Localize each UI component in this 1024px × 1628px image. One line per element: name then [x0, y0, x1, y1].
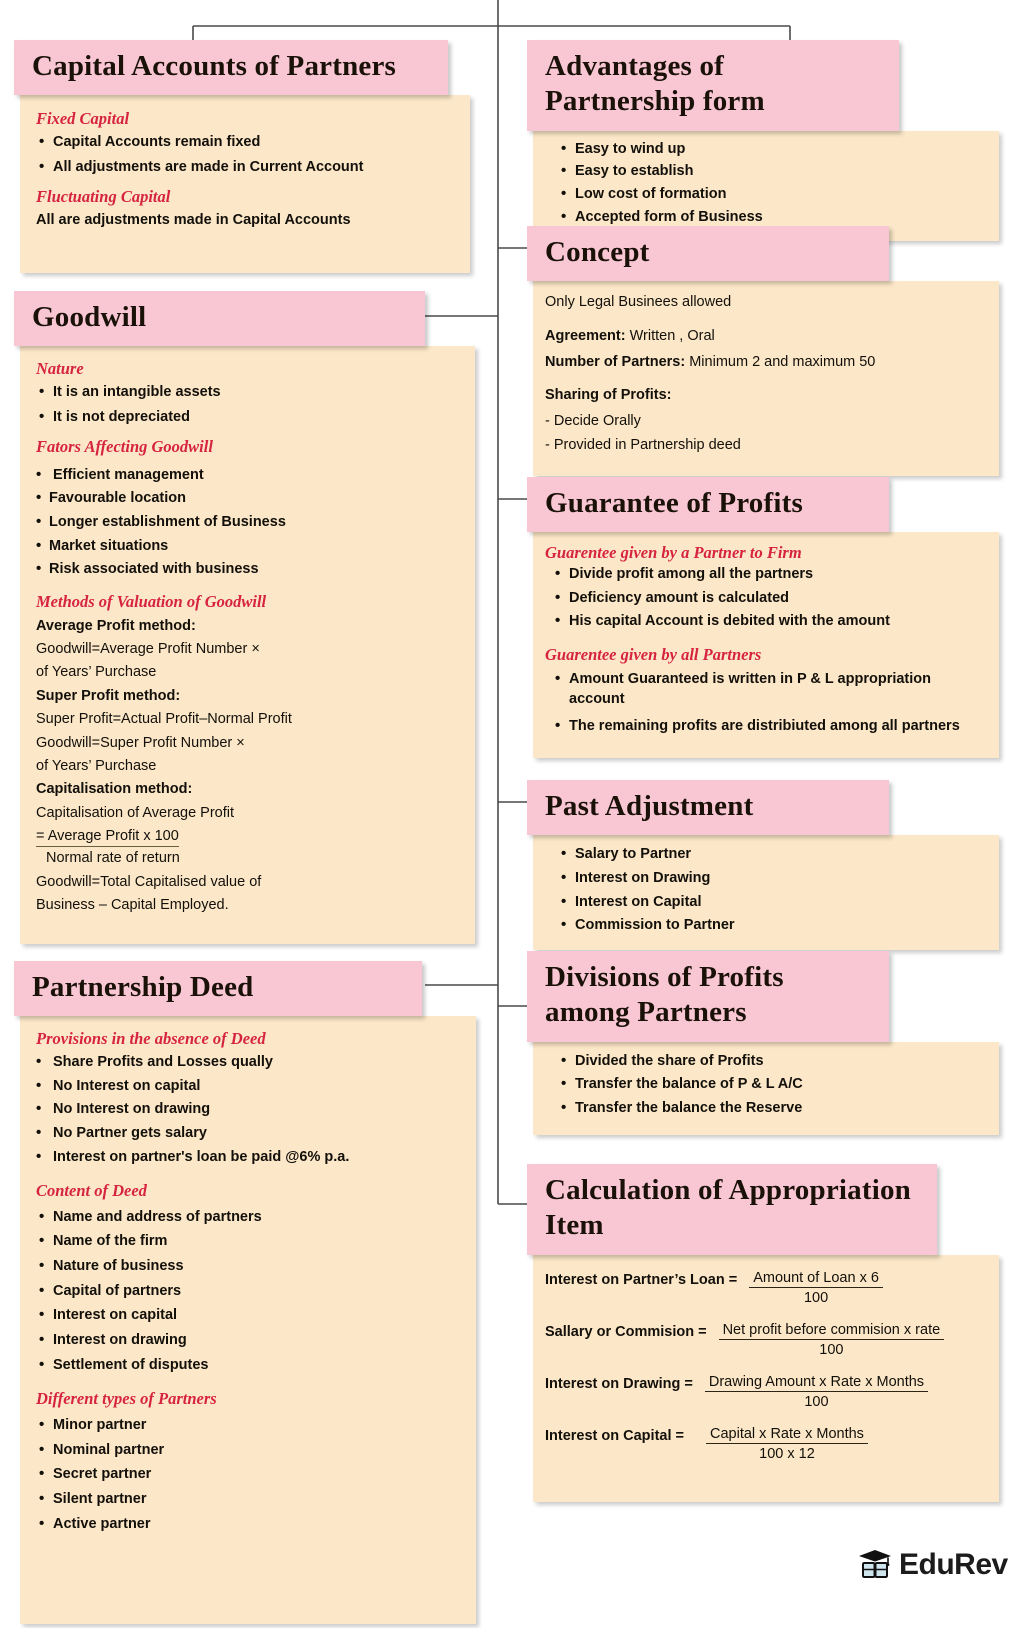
card-capital-accounts [14, 40, 470, 273]
list-item: • Nature of business [36, 1258, 460, 1275]
card-partnership-deed [14, 961, 424, 1624]
formula-numerator: Capital x Rate x Months [706, 1427, 868, 1445]
method-capitalisation-line3: Business – Capital Employed. [36, 897, 229, 914]
list-item: • Salary to Partner [558, 846, 983, 863]
list-item: • Interest on partner's loan be paid @6% p.a. [36, 1149, 460, 1166]
method-capitalisation-line2: Goodwill=Total Capitalised value of [36, 873, 262, 890]
card-concept [527, 226, 889, 476]
list-item: • Deficiency amount is calculated [545, 590, 983, 607]
subheading-fluctuating-capital: Fluctuating Capital [36, 187, 171, 207]
method-super-profit-line3: of Years’ Purchase [36, 757, 157, 774]
method-average-profit-heading: Average Profit method: [36, 617, 196, 634]
list-item: • Divided the share of Profits [558, 1053, 983, 1070]
list-goodwill-factors [36, 467, 459, 578]
card-guarantee-of-profits [527, 477, 960, 758]
list-item: • Longer establishment of Business [36, 514, 459, 531]
edurev-logo-text: EduRev [899, 1548, 1008, 1581]
card-capital-accounts-body [20, 95, 470, 273]
card-capital-accounts-header [14, 40, 448, 95]
list-item: • Secret partner [36, 1466, 460, 1483]
list-item: • Name of the firm [36, 1233, 460, 1250]
card-divisions-title: Divisions of Profits among Partners [545, 961, 784, 1029]
card-past-adjustment [527, 780, 889, 950]
card-divisions-header [527, 951, 889, 1042]
method-capitalisation-line1: Capitalisation of Average Profit [36, 804, 235, 821]
list-item: • Easy to establish [558, 163, 983, 180]
list-item: • Divide profit among all the partners [545, 566, 983, 583]
method-average-profit-line1: Goodwill=Average Profit Number × [36, 640, 260, 657]
concept-sharing-label: Sharing of Profits: [545, 386, 672, 403]
list-item: • It is not depreciated [36, 409, 459, 426]
method-super-profit-line2: Goodwill=Super Profit Number × [36, 734, 245, 751]
card-appropriation-title: Calculation of Appropriation Item [545, 1174, 912, 1242]
subheading-guarantee-by-partner-to-firm: Guarentee given by a Partner to Firm [545, 543, 802, 563]
list-item: • Market situations [36, 538, 459, 555]
list-item: • Commission to Partner [558, 917, 983, 934]
subheading-methods-of-valuation: Methods of Valuation of Goodwill [36, 592, 267, 612]
text-fluctuating-capital: All are adjustments made in Capital Accounts [36, 211, 351, 228]
card-concept-header [527, 226, 889, 281]
list-fixed-capital [36, 134, 454, 175]
formula-row [545, 1427, 983, 1462]
list-item: • The remaining profits are distribiuted among all partners [545, 717, 983, 737]
list-item: • Accepted form of Business [558, 209, 983, 226]
formula-numerator: Net profit before commision x rate [719, 1323, 945, 1341]
subheading-guarantee-by-all-partners: Guarentee given by all Partners [545, 644, 762, 664]
subheading-types-of-partners: Different types of Partners [36, 1389, 217, 1409]
list-types-of-partners [36, 1417, 460, 1532]
list-item: • Interest on Capital [558, 894, 983, 911]
list-divisions [558, 1053, 983, 1117]
card-guarantee-body [533, 532, 999, 758]
card-appropriation-body [533, 1255, 999, 1502]
subheading-fixed-capital: Fixed Capital [36, 109, 130, 129]
concept-partners-value: Minimum 2 and maximum 50 [685, 354, 876, 371]
formula-numerator: Amount of Loan x 6 [749, 1271, 883, 1289]
card-guarantee-title: Guarantee of Profits [545, 487, 803, 519]
list-item: • Easy to wind up [558, 141, 983, 158]
list-item: • Risk associated with business [36, 561, 459, 578]
concept-agreement-label: Agreement: [545, 327, 626, 344]
card-capital-accounts-title: Capital Accounts of Partners [32, 50, 397, 82]
card-guarantee-header [527, 477, 889, 532]
method-capitalisation-heading: Capitalisation method: [36, 781, 193, 798]
list-provisions [36, 1054, 460, 1165]
card-advantages-body [533, 131, 999, 242]
concept-sharing-item: - Provided in Partnership deed [545, 437, 741, 454]
formula-label: Sallary or Commision = [545, 1323, 707, 1340]
concept-agreement-value: Written , Oral [625, 327, 715, 344]
method-super-profit-line1: Super Profit=Actual Profit–Normal Profit [36, 711, 292, 728]
list-item: • Amount Guaranteed is written in P & L appropriation account [545, 670, 983, 709]
card-goodwill-body [20, 346, 475, 944]
list-item: • Settlement of disputes [36, 1357, 460, 1374]
concept-number-of-partners [545, 354, 983, 371]
list-item: • Capital Accounts remain fixed [36, 134, 454, 151]
list-item: • Efficient management [36, 467, 459, 484]
list-past-adjustment [558, 846, 983, 934]
list-item: • No Partner gets salary [36, 1125, 460, 1142]
list-item: • Transfer the balance of P & L A/C [558, 1076, 983, 1093]
list-item: • Interest on drawing [36, 1332, 460, 1349]
formula-row [545, 1375, 983, 1410]
list-item: • Interest on capital [36, 1307, 460, 1324]
formula-row [545, 1271, 983, 1306]
card-partnership-deed-header [14, 961, 422, 1016]
list-item: • It is an intangible assets [36, 384, 459, 401]
list-item: • Share Profits and Losses qually [36, 1054, 460, 1071]
subheading-provisions-absence-of-deed: Provisions in the absence of Deed [36, 1029, 266, 1049]
list-guarantee-all-partners [545, 670, 983, 736]
list-item: • Favourable location [36, 490, 459, 507]
graduation-cap-book-icon [858, 1548, 894, 1582]
method-average-profit-line2: of Years’ Purchase [36, 664, 157, 681]
formula-label: Interest on Partner’s Loan = [545, 1271, 738, 1288]
subheading-content-of-deed: Content of Deed [36, 1181, 147, 1201]
list-item: • All adjustments are made in Current Account [36, 159, 454, 176]
formula-row [545, 1323, 983, 1358]
card-divisions-of-profits [527, 951, 889, 1135]
list-guarantee-partner-to-firm [545, 566, 983, 630]
card-concept-body [533, 281, 999, 475]
method-super-profit-heading: Super Profit method: [36, 687, 181, 704]
card-advantages-title: Advantages of Partnership form [545, 50, 765, 118]
list-item: • Capital of partners [36, 1283, 460, 1300]
concept-line1: Only Legal Businees allowed [545, 294, 732, 311]
formula-denominator: 100 [819, 1342, 844, 1359]
card-past-adjustment-header [527, 780, 889, 835]
list-item: • Low cost of formation [558, 186, 983, 203]
card-divisions-body [533, 1042, 999, 1135]
edurev-logo [858, 1548, 1008, 1582]
list-item: • Active partner [36, 1516, 460, 1533]
subheading-nature: Nature [36, 359, 84, 379]
concept-sharing-item: - Decide Orally [545, 412, 641, 429]
list-content-of-deed [36, 1209, 460, 1374]
formula-denominator: 100 x 12 [759, 1446, 815, 1463]
card-appropriation [527, 1164, 941, 1502]
list-goodwill-nature [36, 384, 459, 425]
card-concept-title: Concept [545, 236, 650, 268]
card-past-adjustment-body [533, 835, 999, 950]
list-item: • Name and address of partners [36, 1209, 460, 1226]
card-partnership-deed-title: Partnership Deed [32, 971, 254, 1003]
card-goodwill-header [14, 291, 425, 346]
formula-numerator: Drawing Amount x Rate x Months [705, 1375, 928, 1393]
list-item: • Silent partner [36, 1491, 460, 1508]
formula-denominator: 100 [804, 1394, 829, 1411]
list-advantages [558, 141, 983, 226]
formula-label: Interest on Capital = [545, 1427, 684, 1444]
list-item: • No Interest on drawing [36, 1101, 460, 1118]
list-item: • Transfer the balance the Reserve [558, 1100, 983, 1117]
card-appropriation-header [527, 1164, 937, 1255]
list-item: • His capital Account is debited with the amount [545, 613, 983, 630]
card-goodwill-title: Goodwill [32, 301, 147, 333]
capitalisation-denominator: Normal rate of return [46, 850, 180, 867]
list-item: • Interest on Drawing [558, 870, 983, 887]
card-past-adjustment-title: Past Adjustment [545, 790, 754, 822]
formula-label: Interest on Drawing = [545, 1375, 693, 1392]
capitalisation-numerator: = Average Profit x 100 [36, 828, 179, 847]
formula-denominator: 100 [803, 1290, 829, 1307]
concept-partners-label: Number of Partners: [545, 354, 686, 371]
subheading-factors-affecting-goodwill: Fators Affecting Goodwill [36, 437, 213, 457]
card-advantages [527, 40, 899, 241]
card-goodwill [14, 291, 444, 944]
list-item: • Nominal partner [36, 1442, 460, 1459]
list-item: • No Interest on capital [36, 1078, 460, 1095]
concept-agreement [545, 328, 983, 345]
list-item: • Minor partner [36, 1417, 460, 1434]
card-advantages-header [527, 40, 899, 131]
card-partnership-deed-body [20, 1016, 476, 1624]
